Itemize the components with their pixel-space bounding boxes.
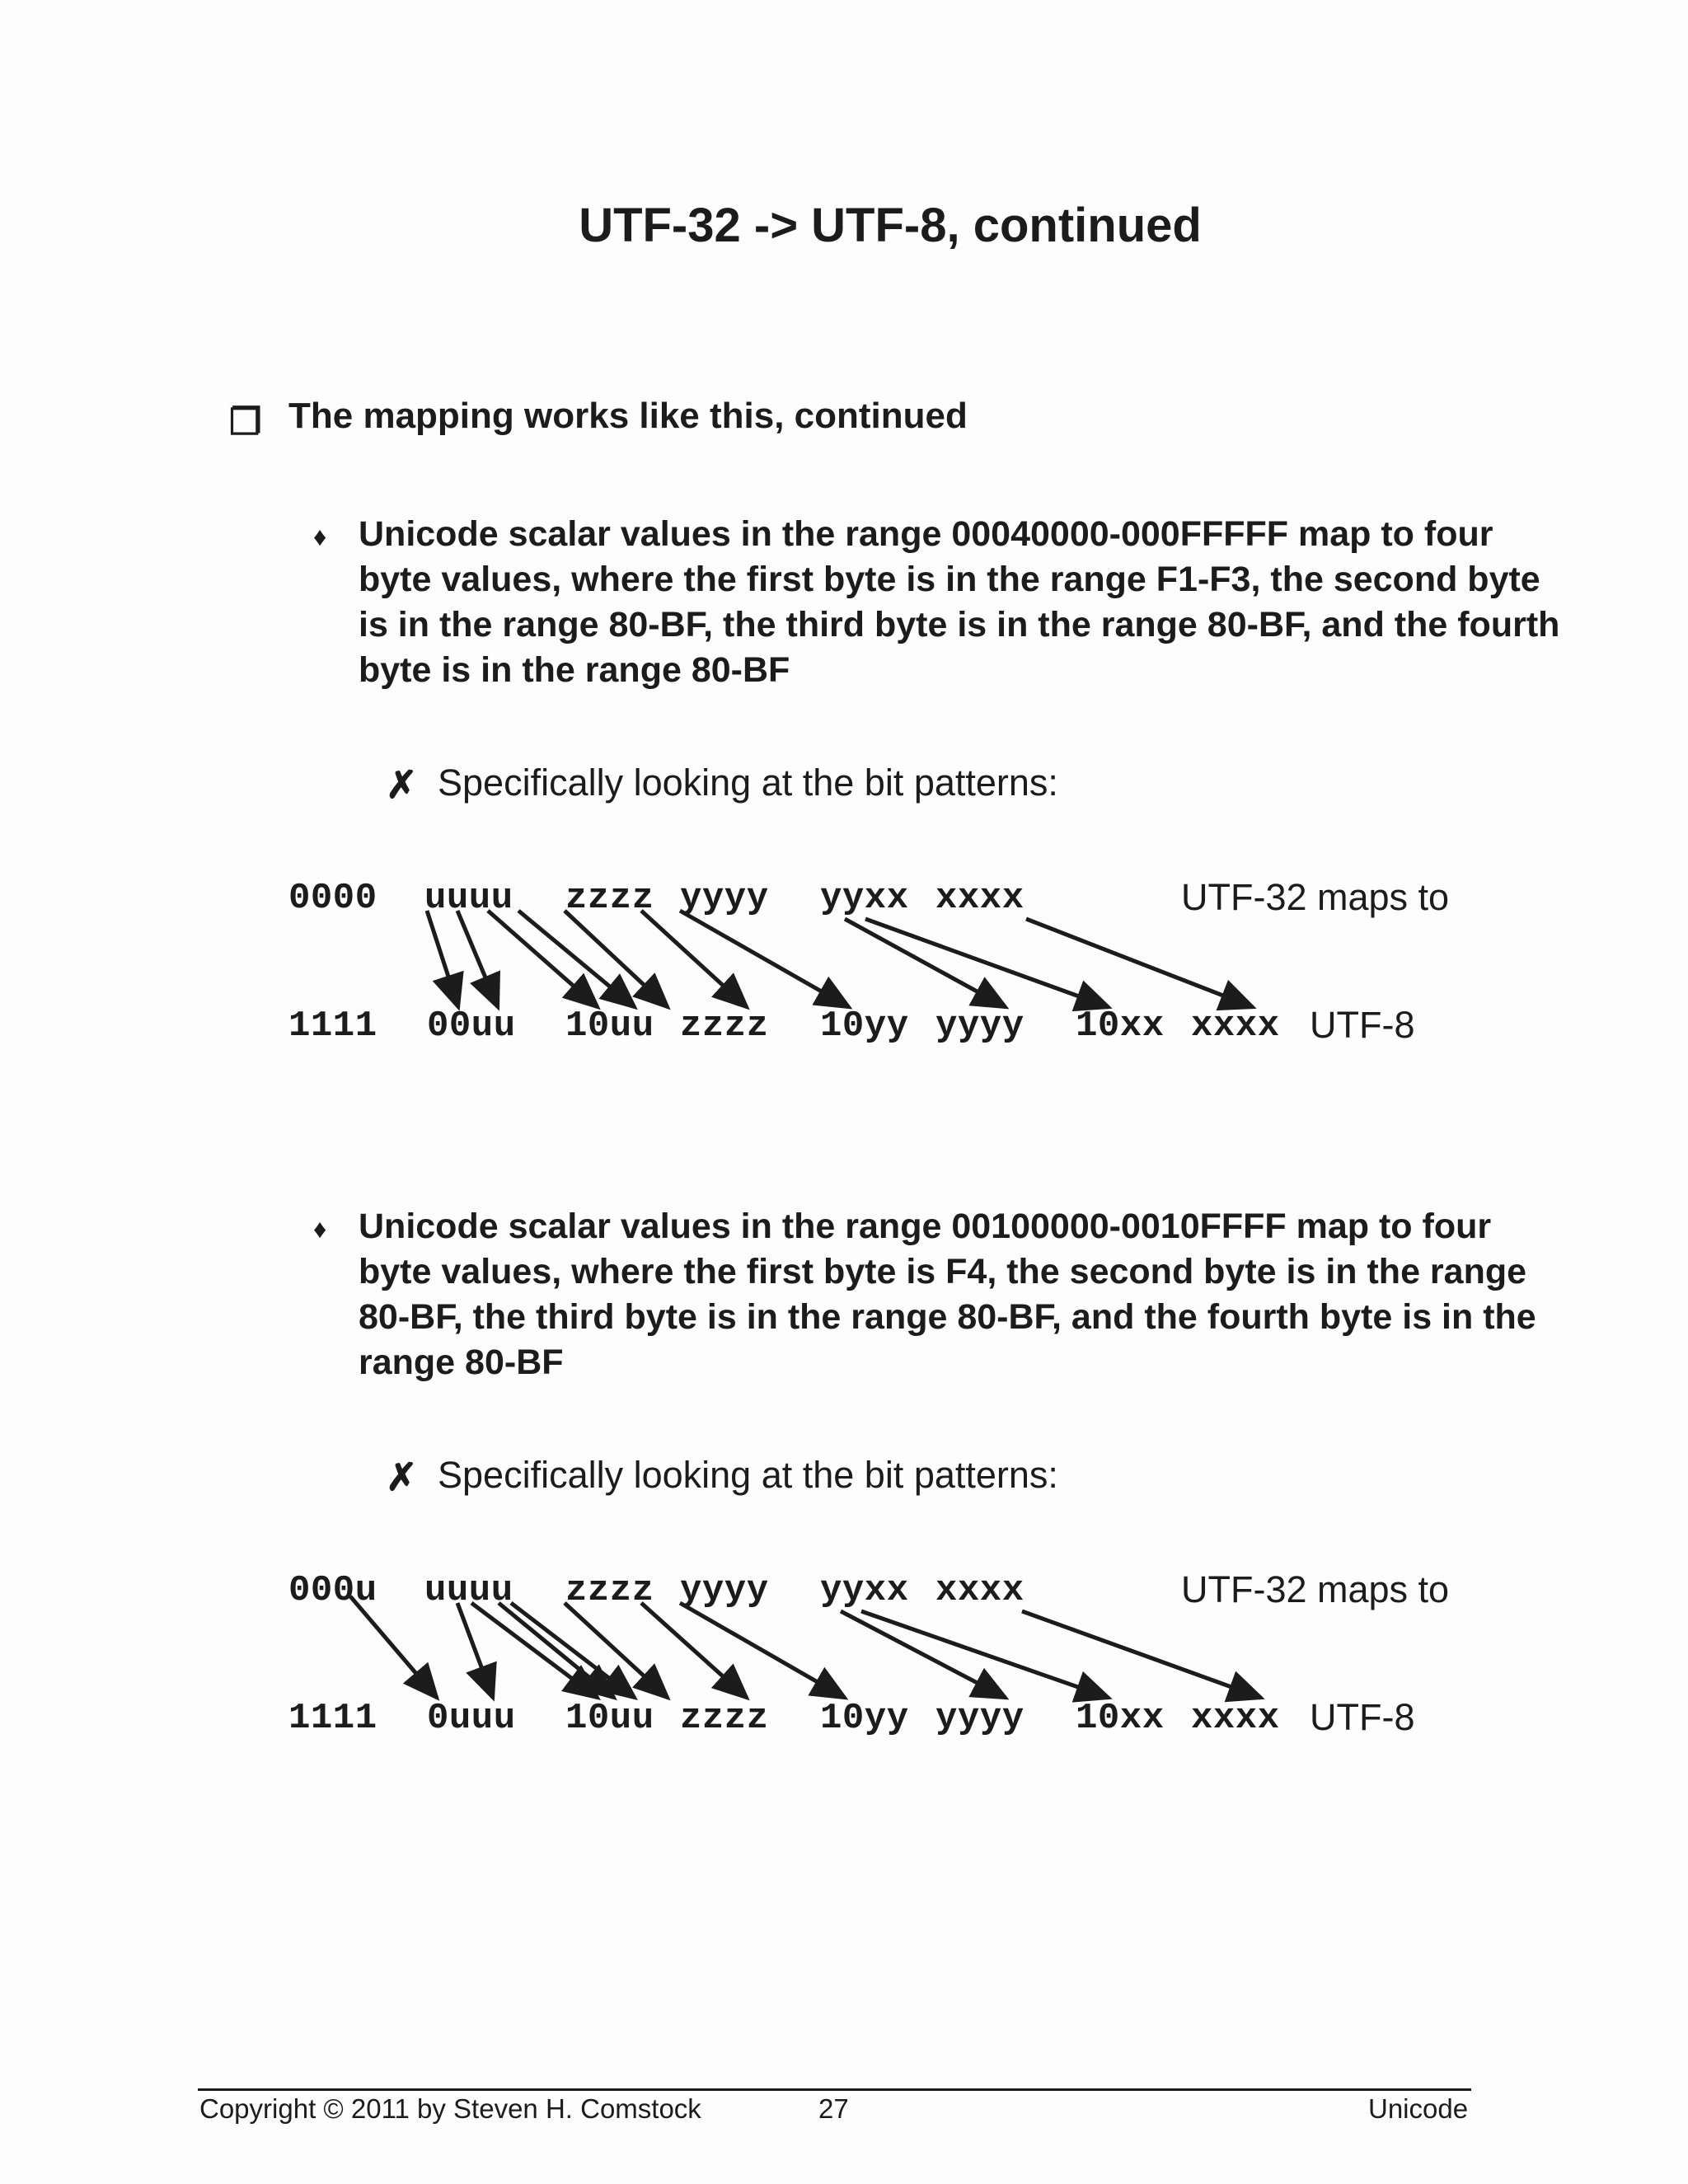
arrow	[350, 1596, 437, 1698]
utf8-bits-2-6: 10xx	[1076, 1698, 1165, 1739]
item-2-text: Unicode scalar values in the range 00100000-0010FFFF map to four byte values, where the first byte is F4, the second byte is in the range 80-BF, the third byte is in the range 80-BF, and the fourth byte is in the range 80-BF	[359, 1207, 1536, 1382]
utf8-bits-1-3: zzzz	[680, 1005, 769, 1047]
utf8-bits-2-7: xxxx	[1191, 1698, 1280, 1739]
utf32-bits-1-3: yyyy	[680, 878, 769, 919]
item-2-subtext: Specifically looking at the bit patterns:	[438, 1454, 1058, 1496]
utf32-bits-1-4: yyxx	[820, 878, 909, 919]
utf8-bits-1-4: 10yy	[820, 1005, 909, 1047]
arrow	[641, 911, 747, 1007]
footer-section: Unicode	[1368, 2093, 1469, 2124]
utf32-bits-2-1: uuuu	[424, 1570, 513, 1611]
utf32-bits-2-4: yyxx	[820, 1570, 909, 1611]
utf8-bits-2-2: 10uu	[565, 1698, 654, 1739]
utf32-bits-1-0: 0000	[288, 878, 377, 919]
utf32-bits-2-0: 000u	[288, 1570, 377, 1611]
item-1-text: Unicode scalar values in the range 00040000-000FFFFF map to four byte values, where the first byte is in the range F1-F3, the second byte is in the range 80-BF, the third byte is in the range 80-BF, and the fourth byte is in the range 80-BF	[359, 514, 1560, 690]
diamond-bullet-icon: ♦	[313, 1214, 327, 1244]
arrow	[499, 1603, 614, 1698]
arrow	[427, 911, 458, 1007]
diamond-bullet-icon: ♦	[313, 522, 327, 551]
utf8-bits-2-5: yyyy	[935, 1698, 1025, 1739]
utf32-bits-1-2: zzzz	[565, 878, 654, 919]
utf8-bits-2-3: zzzz	[680, 1698, 769, 1739]
arrow	[680, 1603, 845, 1698]
arrow	[1022, 1611, 1261, 1698]
utf8-bits-1-7: xxxx	[1191, 1005, 1280, 1047]
footer-copyright: Copyright © 2011 by Steven H. Comstock	[199, 2093, 701, 2124]
arrow	[680, 911, 849, 1007]
x-mark-icon: ✗	[386, 1455, 418, 1498]
page-title: UTF-32 -> UTF-8, continued	[579, 199, 1202, 252]
footer-divider	[198, 2088, 1471, 2091]
item-1-subtext: Specifically looking at the bit patterns:	[438, 762, 1058, 804]
utf32-bits-2-2: zzzz	[565, 1570, 654, 1611]
bullet-heading: The mapping works like this, continued	[288, 396, 968, 436]
arrow	[865, 919, 1109, 1007]
utf32-label-2: UTF-32 maps to	[1181, 1568, 1450, 1610]
utf8-bits-1-6: 10xx	[1076, 1005, 1165, 1047]
utf8-bits-1-1: 00uu	[427, 1005, 516, 1047]
utf8-bits-2-1: 0uuu	[427, 1698, 516, 1739]
arrow	[1026, 919, 1253, 1007]
utf8-bits-1-0: 1111	[288, 1005, 377, 1047]
arrow	[457, 911, 498, 1007]
utf32-bits-1-5: xxxx	[935, 878, 1025, 919]
footer-page-number: 27	[818, 2093, 849, 2124]
utf32-bits-1-1: uuuu	[424, 878, 513, 919]
utf32-label-1: UTF-32 maps to	[1181, 876, 1450, 918]
utf8-bits-2-4: 10yy	[820, 1698, 909, 1739]
utf8-label-2: UTF-8	[1310, 1696, 1415, 1738]
utf8-bits-2-0: 1111	[288, 1698, 377, 1739]
utf8-label-1: UTF-8	[1310, 1004, 1415, 1046]
x-mark-icon: ✗	[386, 763, 418, 806]
utf32-bits-2-5: xxxx	[935, 1570, 1025, 1611]
arrow	[641, 1603, 747, 1698]
utf32-bits-2-3: yyyy	[680, 1570, 769, 1611]
utf8-bits-1-5: yyyy	[935, 1005, 1025, 1047]
utf8-bits-1-2: 10uu	[565, 1005, 654, 1047]
checkbox-bullet-icon: ❐	[229, 402, 262, 443]
